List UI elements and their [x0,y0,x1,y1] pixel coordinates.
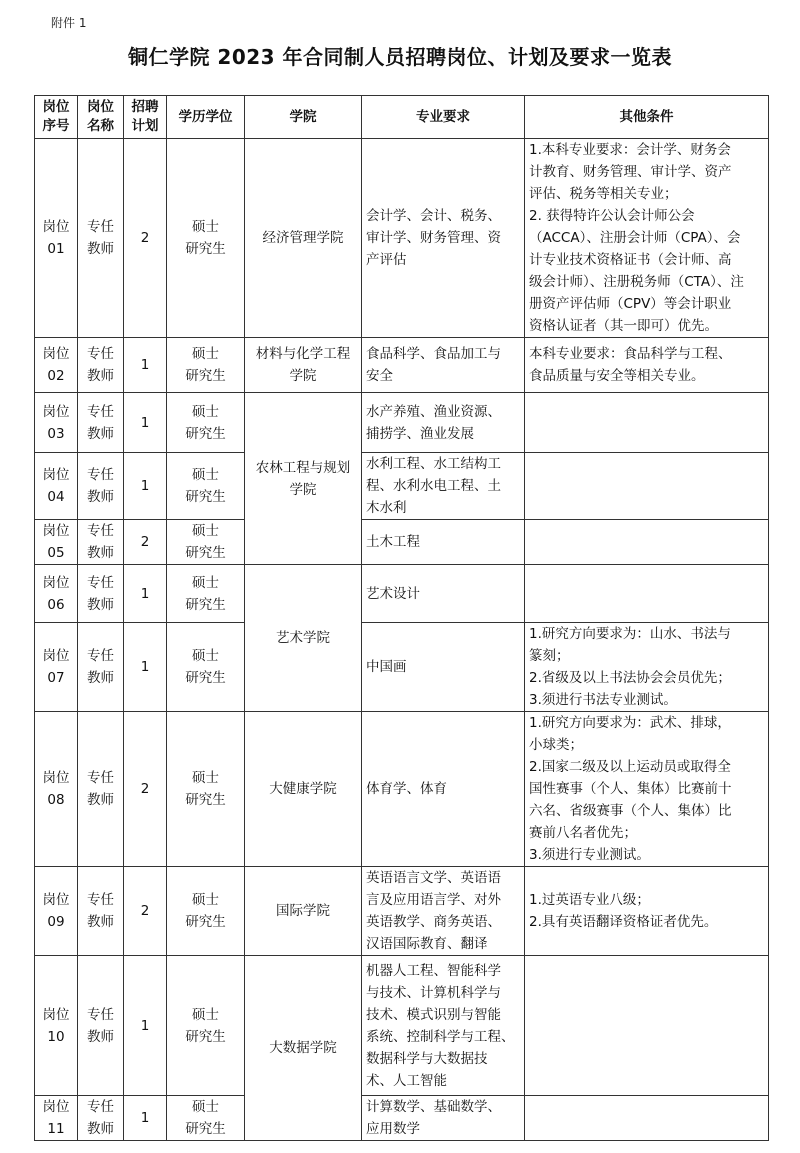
position-name-cell-line: 教师 [87,914,114,930]
position-name-cell-line: 专任 [87,1006,114,1023]
degree-cell-line: 研究生 [185,241,226,257]
table-row [35,338,769,393]
plan-count-cell: 1 [124,453,167,520]
college-cell-line: 材料与化学工程 [255,346,351,362]
degree-cell-line: 研究生 [185,1121,226,1137]
position-seq-cell [35,139,78,338]
position-seq-cell-line: 09 [47,914,65,930]
position-seq-cell-line: 岗位 [42,523,70,539]
position-seq-cell-line: 11 [47,1121,65,1137]
degree-cell [167,867,245,956]
major-requirement-cell-line: 艺术设计 [366,585,420,602]
major-requirement-cell-line: 程、水利水电工程、土 [366,478,501,494]
other-conditions-cell-line: 3.须进行书法专业测试。 [529,692,677,708]
plan-count-cell: 2 [124,139,167,338]
other-conditions-cell-line: 1.过英语专业八级； [529,892,650,908]
degree-cell-line: 硕士 [192,574,219,591]
degree-cell [167,520,245,565]
college-cell-line: 经济管理学院 [262,230,344,246]
position-seq-cell-line: 岗位 [42,346,70,362]
major-requirement-cell [362,338,525,393]
table-row [35,565,769,623]
header-name-line: 名称 [87,118,114,134]
college-cell-line: 国际学院 [276,903,330,919]
degree-cell [167,712,245,867]
header-name [78,96,124,139]
other-conditions-cell [525,956,769,1096]
position-seq-cell-line: 岗位 [42,770,70,786]
major-requirement-cell-line: 审计学、财务管理、资 [366,230,501,246]
plan-count-cell: 2 [124,712,167,867]
position-name-cell-line: 教师 [87,596,114,613]
degree-cell [167,1096,245,1141]
other-conditions-cell-line: 1.本科专业要求：会计学、财务会 [529,142,731,158]
table-row [35,623,769,712]
other-conditions-cell [525,139,769,338]
position-name-cell [78,565,124,623]
table-body [35,139,769,1141]
other-conditions-cell-line: 册资产评估师（CPV）等会计职业 [529,296,732,312]
college-cell [245,393,362,565]
degree-cell-line: 硕士 [192,403,219,420]
major-requirement-cell [362,565,525,623]
other-conditions-cell [525,393,769,453]
college-cell-line: 艺术学院 [276,630,330,646]
major-requirement-cell-line: 土木工程 [366,534,420,550]
table-row [35,712,769,867]
position-name-cell [78,520,124,565]
other-conditions-cell-line: 资格认证者（其一即可）优先。 [529,318,718,334]
degree-cell [167,393,245,453]
degree-cell-line: 研究生 [185,368,226,384]
header-seq [35,96,78,139]
major-requirement-cell-line: 言及应用语言学、对外 [366,892,501,908]
major-requirement-cell-line: 英语教学、商务英语、 [366,914,501,930]
college-cell [245,338,362,393]
college-cell-line: 大健康学院 [269,781,337,797]
position-seq-cell-line: 岗位 [42,1006,70,1023]
table-row [35,956,769,1096]
position-name-cell-line: 教师 [87,489,114,505]
other-conditions-cell [525,1096,769,1141]
position-seq-cell-line: 01 [47,241,65,257]
position-seq-cell-line: 10 [47,1028,65,1045]
table-row [35,520,769,565]
degree-cell-line: 硕士 [192,1006,219,1023]
position-name-cell [78,623,124,712]
header-major: 专业要求 [362,96,525,139]
college-cell [245,565,362,712]
college-cell-line: 学院 [289,481,317,498]
plan-count-cell: 1 [124,623,167,712]
position-seq-cell-line: 02 [47,368,65,384]
major-requirement-cell-line: 水利工程、水工结构工 [366,456,501,472]
position-name-cell-line: 专任 [87,219,114,235]
position-seq-cell-line: 岗位 [42,219,70,235]
college-cell [245,139,362,338]
plan-count-cell: 1 [124,1096,167,1141]
header-degree: 学历学位 [167,96,245,139]
position-seq-cell-line: 03 [47,425,65,442]
header-plan-line: 招聘 [131,99,159,115]
position-seq-cell-line: 06 [47,596,65,613]
position-name-cell-line: 教师 [87,792,114,808]
other-conditions-cell-line: 计教育、财务管理、审计学、资产 [529,164,732,180]
major-requirement-cell-line: 应用数学 [366,1121,420,1137]
position-seq-cell [35,453,78,520]
plan-count-cell: 1 [124,338,167,393]
degree-cell-line: 硕士 [192,892,219,908]
position-name-cell-line: 专任 [87,574,114,591]
degree-cell [167,565,245,623]
college-cell-line: 大数据学院 [269,1040,337,1056]
degree-cell-line: 硕士 [192,523,219,539]
position-name-cell-line: 专任 [87,892,114,908]
position-seq-cell [35,623,78,712]
plan-count-cell: 1 [124,565,167,623]
major-requirement-cell-line: 会计学、会计、税务、 [366,208,501,224]
position-seq-cell [35,520,78,565]
other-conditions-cell-line: 篆刻； [529,648,570,664]
position-name-cell-line: 专任 [87,403,114,420]
major-requirement-cell-line: 系统、控制科学与工程、 [366,1028,515,1045]
table-row [35,139,769,338]
major-requirement-cell [362,453,525,520]
position-seq-cell [35,712,78,867]
other-conditions-cell-line: 2. 获得特许公认会计师公会 [529,208,695,224]
major-requirement-cell [362,1096,525,1141]
other-conditions-cell-line: 计专业技术资格证书（会计师、高 [529,252,732,268]
position-name-cell [78,338,124,393]
position-name-cell [78,956,124,1096]
major-requirement-cell [362,520,525,565]
major-requirement-cell [362,623,525,712]
degree-cell-line: 硕士 [192,219,219,235]
plan-count-cell: 1 [124,956,167,1096]
recruitment-table [34,95,769,1141]
college-cell-line: 学院 [289,368,317,384]
plan-count-cell: 2 [124,520,167,565]
degree-cell-line: 硕士 [192,1099,219,1115]
degree-cell [167,338,245,393]
position-seq-cell-line: 岗位 [42,892,70,908]
college-cell [245,712,362,867]
major-requirement-cell-line: 计算数学、基础数学、 [366,1099,501,1115]
degree-cell-line: 研究生 [185,670,226,686]
position-seq-cell-line: 08 [47,792,65,808]
position-name-cell-line: 教师 [87,241,114,257]
major-requirement-cell-line: 汉语国际教育、翻译 [366,936,488,952]
other-conditions-cell [525,712,769,867]
position-name-cell [78,867,124,956]
degree-cell [167,956,245,1096]
major-requirement-cell-line: 中国画 [366,659,407,675]
position-seq-cell [35,867,78,956]
position-name-cell-line: 专任 [87,346,114,362]
position-seq-cell-line: 岗位 [42,648,70,664]
degree-cell-line: 硕士 [192,648,219,664]
degree-cell-line: 研究生 [185,914,226,930]
header-seq-line: 序号 [42,118,70,134]
degree-cell-line: 硕士 [192,467,219,483]
major-requirement-cell-line: 与技术、计算机科学与 [366,984,501,1001]
other-conditions-cell [525,867,769,956]
position-seq-cell-line: 04 [47,489,65,505]
major-requirement-cell-line: 安全 [366,368,393,384]
degree-cell [167,139,245,338]
major-requirement-cell-line: 水产养殖、渔业资源、 [366,403,501,420]
other-conditions-cell-line: （ACCA）、注册会计师（CPA）、会 [529,230,741,246]
header-plan-line: 计划 [131,118,159,134]
position-seq-cell-line: 岗位 [42,1099,70,1115]
position-seq-cell [35,393,78,453]
major-requirement-cell [362,712,525,867]
other-conditions-cell-line: 3.须进行专业测试。 [529,847,650,863]
position-name-cell [78,393,124,453]
position-name-cell [78,1096,124,1141]
position-name-cell-line: 教师 [87,368,114,384]
position-name-cell-line: 教师 [87,425,114,442]
position-seq-cell-line: 05 [47,545,65,561]
table-header-row [35,96,769,139]
other-conditions-cell-line: 级会计师）、注册税务师（CTA）、注 [529,274,744,290]
other-conditions-cell-line: 食品质量与安全等相关专业。 [529,368,705,384]
other-conditions-cell-line: 赛前八名者优先； [529,825,637,841]
position-seq-cell [35,956,78,1096]
position-seq-cell-line: 07 [47,670,65,686]
header-plan [124,96,167,139]
major-requirement-cell-line: 机器人工程、智能科学 [366,962,501,979]
major-requirement-cell-line: 数据科学与大数据技 [366,1050,488,1067]
degree-cell [167,623,245,712]
position-seq-cell-line: 岗位 [42,467,70,483]
header-other: 其他条件 [525,96,769,139]
header-seq-line: 岗位 [42,99,70,115]
other-conditions-cell-line: 1.研究方向要求为：武术、排球， [529,715,731,731]
position-name-cell-line: 专任 [87,523,114,539]
position-seq-cell [35,338,78,393]
table-row [35,867,769,956]
other-conditions-cell [525,565,769,623]
degree-cell-line: 硕士 [192,346,219,362]
major-requirement-cell [362,867,525,956]
degree-cell-line: 研究生 [185,425,226,442]
other-conditions-cell-line: 2.国家二级及以上运动员或取得全 [529,759,731,775]
position-name-cell [78,453,124,520]
degree-cell-line: 研究生 [185,1028,226,1045]
other-conditions-cell-line: 评估、税务等相关专业； [529,186,678,202]
document-title: 铜仁学院 2023 年合同制人员招聘岗位、计划及要求一览表 [127,45,673,69]
college-cell [245,867,362,956]
major-requirement-cell-line: 食品科学、食品加工与 [366,346,501,362]
other-conditions-cell-line: 2.具有英语翻译资格证者优先。 [529,914,718,930]
plan-count-cell: 2 [124,867,167,956]
position-name-cell [78,712,124,867]
plan-count-cell: 1 [124,393,167,453]
major-requirement-cell-line: 英语语言文学、英语语 [366,870,501,886]
other-conditions-cell [525,623,769,712]
college-cell [245,956,362,1141]
major-requirement-cell-line: 体育学、体育 [366,781,447,797]
header-college: 学院 [245,96,362,139]
position-name-cell-line: 教师 [87,545,114,561]
other-conditions-cell-line: 1.研究方向要求为：山水、书法与 [529,626,731,642]
table-row [35,393,769,453]
attachment-label: 附件 1 [51,16,87,30]
position-seq-cell [35,565,78,623]
position-seq-cell-line: 岗位 [42,574,70,591]
other-conditions-cell-line: 六名、省级赛事（个人、集体）比 [529,803,732,819]
position-name-cell [78,139,124,338]
degree-cell [167,453,245,520]
position-seq-cell-line: 岗位 [42,403,70,420]
other-conditions-cell-line: 国性赛事（个人、集体）比赛前十 [529,781,732,797]
position-name-cell-line: 教师 [87,670,114,686]
degree-cell-line: 硕士 [192,770,219,786]
major-requirement-cell-line: 技术、模式识别与智能 [366,1006,501,1023]
major-requirement-cell-line: 木水利 [366,500,407,516]
position-name-cell-line: 专任 [87,1099,114,1115]
degree-cell-line: 研究生 [185,792,226,808]
other-conditions-cell-line: 2.省级及以上书法协会会员优先； [529,670,731,686]
position-name-cell-line: 教师 [87,1121,114,1137]
position-name-cell-line: 专任 [87,648,114,664]
other-conditions-cell [525,520,769,565]
major-requirement-cell-line: 捕捞学、渔业发展 [366,425,474,442]
degree-cell-line: 研究生 [185,545,226,561]
major-requirement-cell-line: 产评估 [366,252,407,268]
major-requirement-cell [362,139,525,338]
position-seq-cell [35,1096,78,1141]
position-name-cell-line: 教师 [87,1028,114,1045]
other-conditions-cell [525,338,769,393]
major-requirement-cell [362,956,525,1096]
college-cell-line: 农林工程与规划 [255,459,351,476]
other-conditions-cell-line: 小球类； [529,737,583,753]
table-row [35,453,769,520]
major-requirement-cell [362,393,525,453]
degree-cell-line: 研究生 [185,489,226,505]
degree-cell-line: 研究生 [185,596,226,613]
major-requirement-cell-line: 术、人工智能 [366,1072,447,1089]
other-conditions-cell-line: 本科专业要求：食品科学与工程、 [529,346,732,362]
position-name-cell-line: 专任 [87,467,114,483]
table-row [35,1096,769,1141]
header-name-line: 岗位 [87,99,114,115]
position-name-cell-line: 专任 [87,770,114,786]
other-conditions-cell [525,453,769,520]
